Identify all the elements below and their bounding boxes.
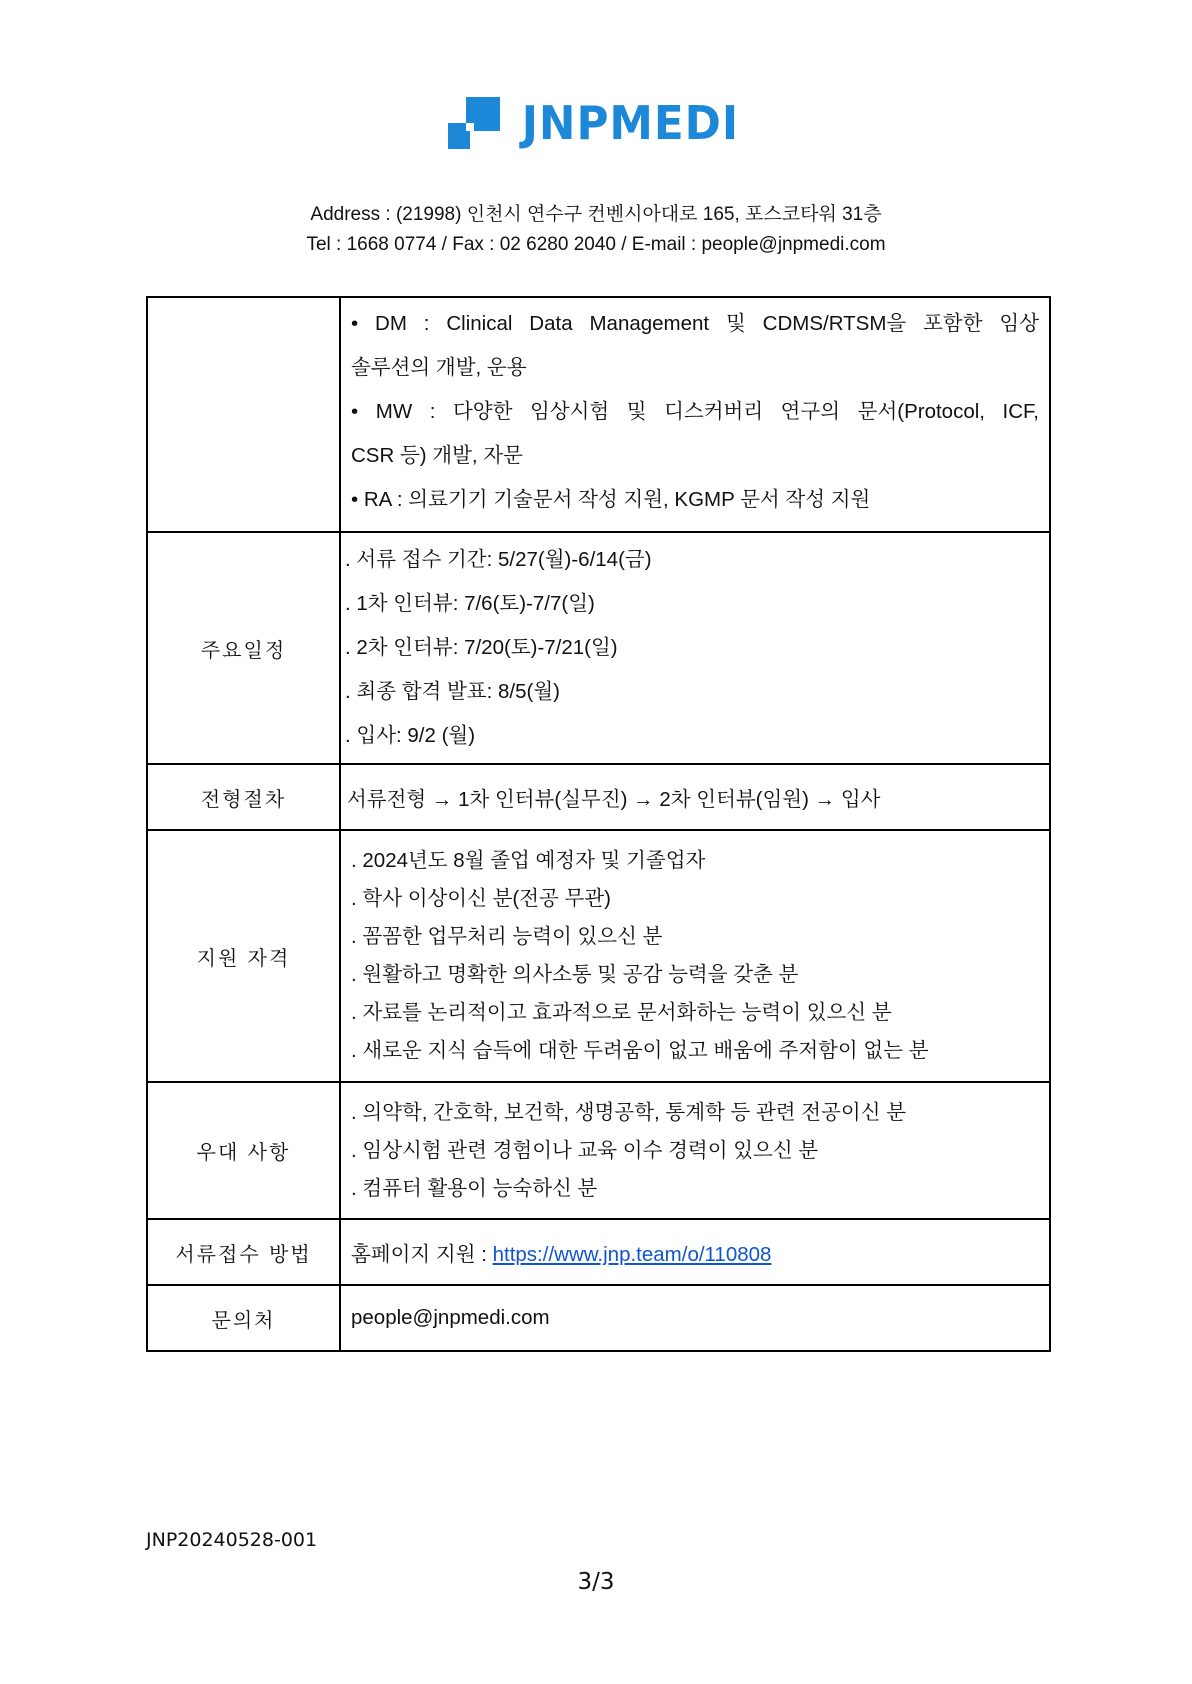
label-preferred: 우대 사항 [147, 1082, 340, 1219]
application-prefix: 홈페이지 지원 : [351, 1243, 493, 1266]
application-link[interactable]: https://www.jnp.team/o/110808 [492, 1243, 772, 1266]
label-process: 전형절차 [147, 764, 340, 830]
company-address: Address : (21998) 인천시 연수구 컨벤시아대로 165, 포스코타워 31층 [310, 204, 882, 225]
content-process [340, 764, 1050, 830]
row-qualifications [147, 830, 1050, 1082]
qualification-line: . 2024년도 8월 졸업 예정자 및 기졸업자 [351, 849, 706, 872]
row-process [147, 764, 1050, 830]
label-qualifications: 지원 자격 [147, 830, 340, 1082]
duties-line: 솔루션의 개발, 운용 [351, 356, 527, 379]
row-preferred [147, 1082, 1050, 1219]
content-application [340, 1219, 1050, 1285]
company-logo [0, 96, 1192, 150]
row-schedule [147, 532, 1050, 764]
content-duties [340, 297, 1050, 532]
preferred-line: . 의약학, 간호학, 보건학, 생명공학, 통계학 등 관련 전공이신 분 [351, 1100, 907, 1124]
row-contact [147, 1285, 1050, 1351]
duties-line: • MW : 다양한 임상시험 및 디스커버리 연구의 문서(Protocol, ICF, [351, 400, 1039, 423]
document-number: JNP20240528-001 [146, 1529, 318, 1551]
qualification-line: . 원활하고 명확한 의사소통 및 공감 능력을 갖춘 분 [351, 963, 799, 986]
content-contact [340, 1285, 1050, 1351]
job-posting-table [146, 296, 1051, 1352]
duties-line: • RA : 의료기기 기술문서 작성 지원, KGMP 문서 작성 지원 [351, 488, 871, 511]
duties-line: CSR 등) 개발, 자문 [351, 444, 523, 467]
schedule-line: . 2차 인터뷰: 7/20(토)-7/21(일) [345, 636, 618, 659]
qualification-line: . 꼼꼼한 업무처리 능력이 있으신 분 [351, 925, 663, 948]
row-duties [147, 297, 1050, 532]
process-text: 서류전형 → 1차 인터뷰(실무진) → 2차 인터뷰(임원) → 입사 [347, 788, 881, 811]
preferred-line: . 임상시험 관련 경험이나 교육 이수 경력이 있으신 분 [351, 1138, 819, 1162]
label-schedule: 주요일정 [147, 532, 340, 764]
preferred-line: . 컴퓨터 활용이 능숙하신 분 [351, 1176, 598, 1200]
schedule-line: . 입사: 9/2 (월) [345, 724, 476, 747]
qualification-line: . 새로운 지식 습득에 대한 두려움이 없고 배움에 주저함이 없는 분 [351, 1039, 929, 1062]
logo-mark-icon [448, 97, 500, 149]
duties-line: • DM : Clinical Data Management 및 CDMS/RTSM을 포함한 임상 [351, 312, 1039, 335]
content-qualifications [340, 830, 1050, 1082]
schedule-line: . 1차 인터뷰: 7/6(토)-7/7(일) [345, 592, 595, 615]
row-application [147, 1219, 1050, 1285]
logo-text: JNPMEDI [521, 96, 739, 150]
qualification-line: . 학사 이상이신 분(전공 무관) [351, 887, 611, 910]
qualification-line: . 자료를 논리적이고 효과적으로 문서화하는 능력이 있으신 분 [351, 1001, 892, 1024]
label-contact: 문의처 [147, 1285, 340, 1351]
schedule-line: . 최종 합격 발표: 8/5(월) [345, 680, 560, 703]
schedule-line: . 서류 접수 기간: 5/27(월)-6/14(금) [345, 548, 652, 571]
label-application: 서류접수 방법 [147, 1219, 340, 1285]
content-preferred [340, 1082, 1050, 1219]
content-schedule [340, 532, 1050, 764]
label-duties [147, 297, 340, 532]
contact-email: people@jnpmedi.com [351, 1306, 550, 1329]
company-contact: Tel : 1668 0774 / Fax : 02 6280 2040 / E-mail : people@jnpmedi.com [306, 234, 886, 255]
page-number: 3/3 [577, 1569, 615, 1595]
